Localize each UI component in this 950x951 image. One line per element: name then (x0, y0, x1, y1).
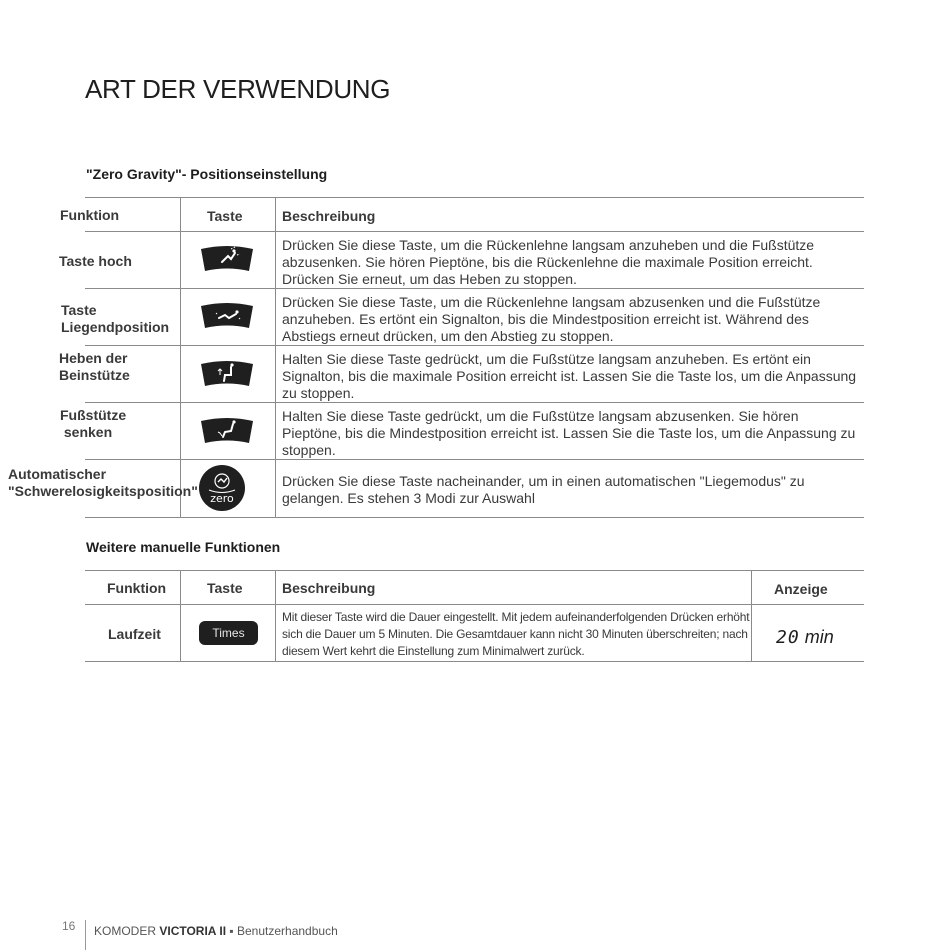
footer-divider (85, 920, 86, 950)
description-recline-up: Drücken Sie diese Taste, um die Rückenlehne langsam anzuheben und die Fußstütze abzusenken. Sie hören Pieptöne, bis die Rückenlehne die maximale Position erreicht. Drücken Sie erneut, um das Heben zu stoppen. (282, 237, 815, 287)
timer-unit: min (804, 627, 834, 647)
zero-gravity-icon (199, 465, 245, 511)
legrest-down-icon[interactable] (197, 416, 257, 446)
section-title-manual-functions: Weitere manuelle Funktionen (86, 539, 281, 555)
recline-up-icon[interactable] (197, 244, 257, 274)
page-number: 16 (62, 919, 76, 933)
header-funktion-2: Funktion (107, 580, 167, 596)
section-title-zero-gravity: "Zero Gravity"- Positionseinstellung (86, 166, 328, 182)
footer-model: VICTORIA II (159, 924, 227, 938)
timer-display (776, 627, 834, 648)
header-taste: Taste (207, 208, 243, 224)
header-anzeige: Anzeige (774, 581, 828, 597)
header-funktion: Funktion (60, 207, 120, 223)
function-label-laufzeit: Laufzeit (108, 626, 161, 642)
description-laufzeit: Mit dieser Taste wird die Dauer eingestellt. Mit jedem aufeinanderfolgenden Drücken erhöht sich die Dauer um 5 Minuten. Die Gesamtdauer kann nicht 30 Minuten überschreiten; nach diesem Wert kehrt die Einstellung zum Minimalwert zurück. (282, 610, 750, 658)
function-label-zero-gravity: Automatischer "Schwerelosigkeitsposition" (8, 466, 198, 499)
footer-brand-name: KOMODER (94, 924, 157, 938)
legrest-up-icon[interactable] (197, 359, 257, 389)
timer-value: 20 (776, 627, 800, 648)
function-label-legrest-up: Heben der Beinstütze (59, 350, 130, 383)
footer-brand (94, 924, 338, 938)
times-button[interactable]: Times (199, 621, 258, 645)
header-beschreibung-2: Beschreibung (282, 580, 376, 596)
page-footer (0, 915, 950, 951)
description-zero-gravity: Drücken Sie diese Taste nacheinander, um in einen automatischen "Liegemodus" zu gelangen. Es stehen 3 Modi zur Auswahl (282, 473, 805, 506)
description-legrest-down: Halten Sie diese Taste gedrückt, um die Fußstütze langsam abzusenken. Sie hören Pieptöne, bis die Mindestposition erreicht ist. Lassen Sie die Taste los, um die Anpassung zu stoppen. (282, 408, 856, 458)
description-legrest-up: Halten Sie diese Taste gedrückt, um die Fußstütze langsam anzuheben. Es ertönt ein Signalton, bis die maximale Position erreicht ist. Lassen Sie die Taste los, um die Anpassung zu stoppen. (282, 351, 857, 401)
recline-down-icon[interactable] (197, 301, 257, 331)
function-label-legrest-down: Fußstütze senken (60, 407, 127, 440)
description-recline-down: Drücken Sie diese Taste, um die Rückenlehne langsam abzusenken und die Fußstütze anzuheben. Es ertönt ein Signalton, bis die Mindestposition erreicht ist. Während des Abstiegs erneut drücken, um den Abstieg zu stoppen. (282, 294, 821, 344)
page-title: ART DER VERWENDUNG (85, 74, 391, 104)
function-label-recline-down: Taste Liegendposition (61, 302, 170, 335)
function-label-recline-up: Taste hoch (59, 253, 132, 269)
zero-gravity-button[interactable] (199, 465, 245, 516)
header-taste-2: Taste (207, 580, 243, 596)
footer-bullet: ▪ (229, 924, 234, 938)
zero-icon-label: zero (210, 492, 234, 505)
header-beschreibung: Beschreibung (282, 208, 376, 224)
footer-doc: Benutzerhandbuch (237, 924, 338, 938)
